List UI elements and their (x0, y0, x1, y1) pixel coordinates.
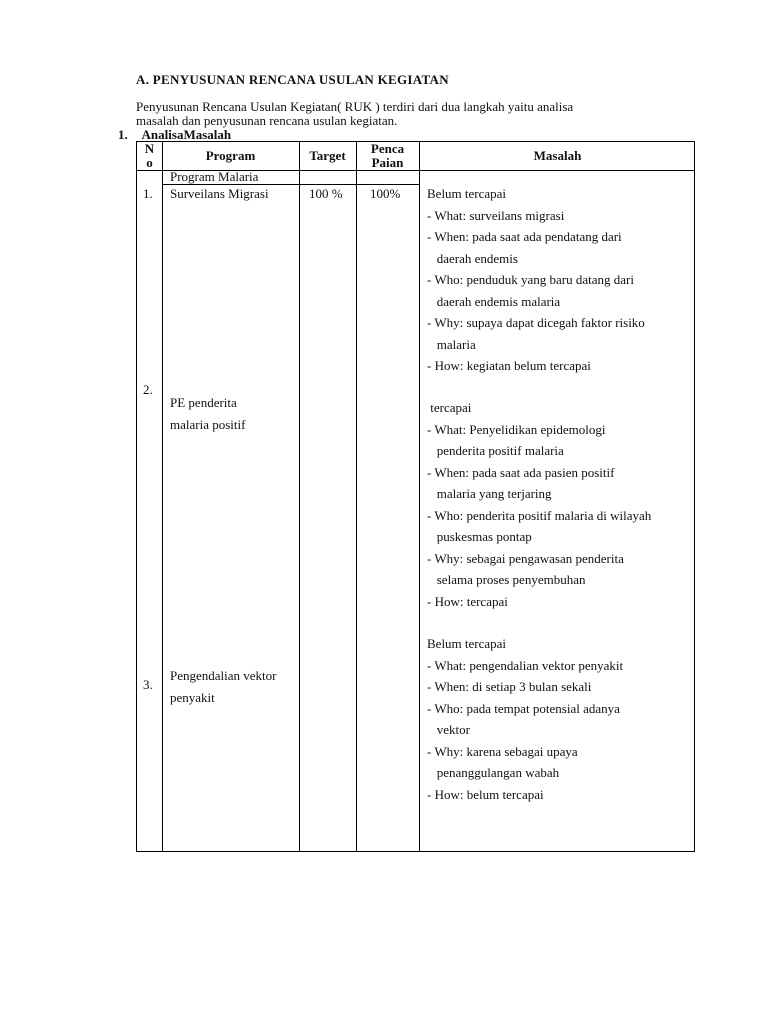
col-divider-program (299, 142, 300, 851)
intro-line-1: Penyusunan Rencana Usulan Kegiatan( RUK ) terdiri dari dua langkah yaitu analisa (136, 99, 574, 114)
row-3-no: 3. (143, 677, 153, 692)
list-item: daerah endemis malaria (427, 293, 561, 309)
list-item: - How: kegiatan belum tercapai (427, 358, 591, 373)
row-2-no: 2. (143, 382, 153, 397)
header-masalah: Masalah (533, 148, 582, 163)
col-divider-pencapaian (419, 142, 420, 851)
row-2-masalah (427, 397, 651, 612)
list-item: tercapai (427, 400, 472, 415)
list-item: selama proses penyembuhan (427, 572, 586, 587)
list-item: penanggulangan wabah (427, 765, 560, 780)
row-2-program: PE penderita malaria positif (170, 395, 246, 432)
list-item: - Who: pada tempat potensial adanya (427, 700, 620, 716)
list-item: Belum tercapai (427, 636, 507, 651)
list-item: - Why: supaya dapat dicegah faktor risiko (427, 315, 645, 330)
header-program: Program (205, 148, 256, 163)
subsection-number: 1. (118, 127, 128, 142)
col-divider-no (162, 142, 163, 851)
list-item: - Who: penduduk yang baru datang dari (427, 272, 634, 287)
col-divider-target (356, 142, 357, 851)
header-target: Target (309, 148, 346, 163)
list-item: - When: di setiap 3 bulan sekali (427, 679, 592, 694)
row-1-program: Surveilans Migrasi (170, 186, 269, 201)
list-item: daerah endemis (427, 250, 518, 266)
list-item: - Why: sebagai pengawasan penderita (427, 550, 624, 566)
list-item: - What: Penyelidikan epidemologi (427, 421, 606, 437)
list-item: - Who: penderita positif malaria di wilayah (427, 507, 652, 523)
list-item: malaria (427, 336, 476, 352)
group-row-label: Program Malaria (170, 169, 259, 184)
row-1-no: 1. (143, 186, 153, 201)
row-3-program: Pengendalian vektor penyakit (170, 668, 277, 705)
header-pencapaian: Penca Paian (370, 141, 405, 170)
section-heading: A. PENYUSUNAN RENCANA USULAN KEGIATAN (136, 72, 449, 87)
analysis-table (136, 141, 695, 852)
list-item: puskesmas pontap (427, 529, 532, 544)
list-item: - When: pada saat ada pendatang dari (427, 229, 622, 244)
row-3-masalah (427, 633, 623, 805)
list-item: - What: surveilans migrasi (427, 207, 565, 223)
intro-paragraph (136, 100, 573, 128)
subsection-title: AnalisaMasalah (141, 127, 232, 142)
header-no: N o (144, 141, 155, 170)
row-1-masalah (427, 183, 645, 377)
row-1-pencapaian: 100% (370, 186, 401, 201)
list-item: vektor (427, 722, 470, 737)
list-item: - How: belum tercapai (427, 786, 544, 802)
list-item: - Why: karena sebagai upaya (427, 743, 578, 759)
intro-line-2: masalah dan penyusunan rencana usulan kegiatan. (136, 113, 398, 128)
list-item: malaria yang terjaring (427, 486, 552, 501)
list-item: penderita positif malaria (427, 443, 564, 458)
list-item: Belum tercapai (427, 186, 507, 201)
row-1-target: 100 % (309, 186, 343, 201)
list-item: - When: pada saat ada pasien positif (427, 464, 615, 480)
list-item: - How: tercapai (427, 593, 508, 609)
list-item: - What: pengendalian vektor penyakit (427, 657, 624, 673)
